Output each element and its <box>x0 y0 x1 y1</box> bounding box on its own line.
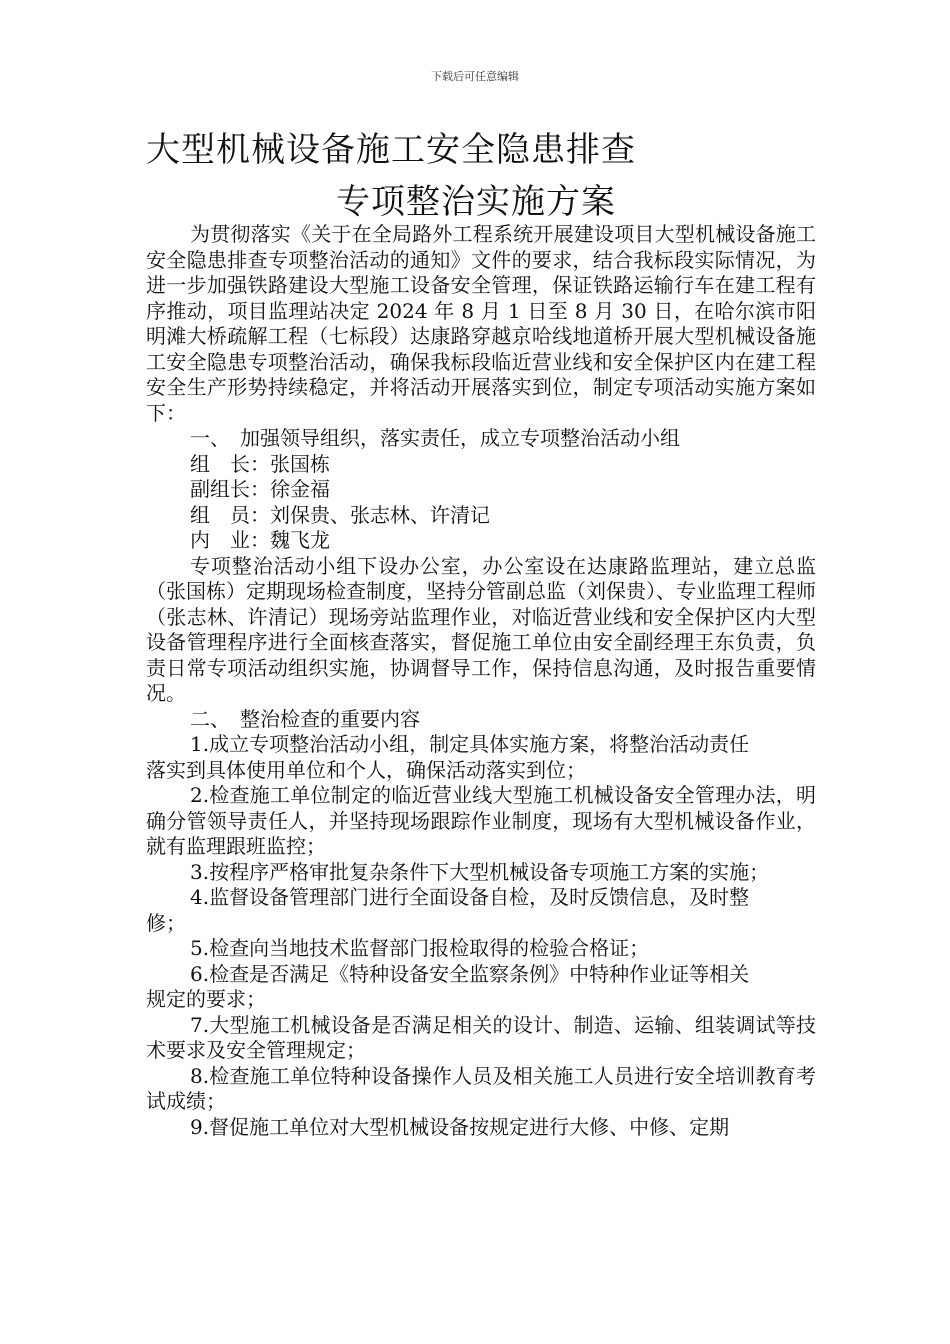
section-1-heading: 一、 加强领导组织，落实责任，成立专项整治活动小组 <box>190 426 680 450</box>
document-body <box>146 222 816 1140</box>
member-role: 副组长： <box>190 477 270 501</box>
check-item-5: 5.检查向当地技术监督部门报检取得的检验合格证； <box>190 936 650 960</box>
check-item-8: 8.检查施工单位特种设备操作人员及相关施工人员进行安全培训教育考试成绩； <box>146 1063 816 1113</box>
check-item-4-continued: 修； <box>146 910 186 935</box>
member-role: 组 长： <box>190 451 270 476</box>
header-note: 下载后可任意编辑 <box>431 70 519 83</box>
document-title-line-1: 大型机械设备施工安全隐患排查 <box>146 130 636 170</box>
member-name: 张国栋 <box>270 451 330 476</box>
check-item-3: 3.按程序严格审批复杂条件下大型机械设备专项施工方案的实施； <box>190 859 770 884</box>
member-role: 组 员： <box>190 502 270 527</box>
check-item-6: 6.检查是否满足《特种设备安全监察条例》中特种作业证等相关 <box>190 961 750 986</box>
member-row <box>146 477 816 503</box>
member-name: 徐金福 <box>270 477 330 501</box>
check-item-6-continued: 规定的要求； <box>146 987 266 1011</box>
member-name: 刘保贵、张志林、许清记 <box>270 502 490 527</box>
intro-paragraph: 为贯彻落实《关于在全局路外工程系统开展建设项目大型机械设备施工安全隐患排查专项整治活动的通知》文件的要求，结合我标段实际情况，为进一步加强铁路建设大型施工设备安全管理，保证铁路运输行车在建工程有序推动，项目监理站决定 2024 年 8 月 1 日至 8 月 30 日，在哈尔滨市阳明滩大桥疏解工程（七标段）达康路穿越京哈线地道桥开展大型机械设备施工安全隐患专项整治活动，确保我标段临近营业线和安全保护区内在建工程安全生产形势持续稳定，并将活动开展落实到位，制定专项活动实施方案如下： <box>146 222 816 425</box>
check-item-2: 2.检查施工单位制定的临近营业线大型施工机械设备安全管理办法，明确分管领导责任人，并坚持现场跟踪作业制度，现场有大型机械设备作业，就有监理跟班监控； <box>146 783 816 858</box>
document-title-line-2: 专项整治实施方案 <box>336 182 616 222</box>
member-row <box>146 452 816 478</box>
check-item-7: 7.大型施工机械设备是否满足相关的设计、制造、运输、组装调试等技术要求及安全管理规定； <box>146 1012 816 1062</box>
member-row <box>146 503 816 529</box>
section-2-heading: 二、 整治检查的重要内容 <box>190 706 420 731</box>
check-item-1-continued: 落实到具体使用单位和个人，确保活动落实到位； <box>146 757 586 782</box>
member-role: 内 业： <box>190 528 270 552</box>
member-name: 魏飞龙 <box>270 528 330 552</box>
check-item-9: 9.督促施工单位对大型机械设备按规定进行大修、中修、定期 <box>190 1114 730 1139</box>
member-row <box>146 528 816 554</box>
office-paragraph: 专项整治活动小组下设办公室，办公室设在达康路监理站，建立总监（张国栋）定期现场检查制度，坚持分管副总监（刘保贵）、专业监理工程师（张志林、许清记）现场旁站监理作业，对临近营业线和安全保护区内大型设备管理程序进行全面核查落实，督促施工单位由安全副经理王东负责，负责日常专项活动组织实施，协调督导工作，保持信息沟通，及时报告重要情况。 <box>146 553 816 705</box>
check-item-4: 4.监督设备管理部门进行全面设备自检，及时反馈信息，及时整 <box>190 885 750 909</box>
check-item-1: 1.成立专项整治活动小组，制定具体实施方案，将整治活动责任 <box>190 732 750 756</box>
